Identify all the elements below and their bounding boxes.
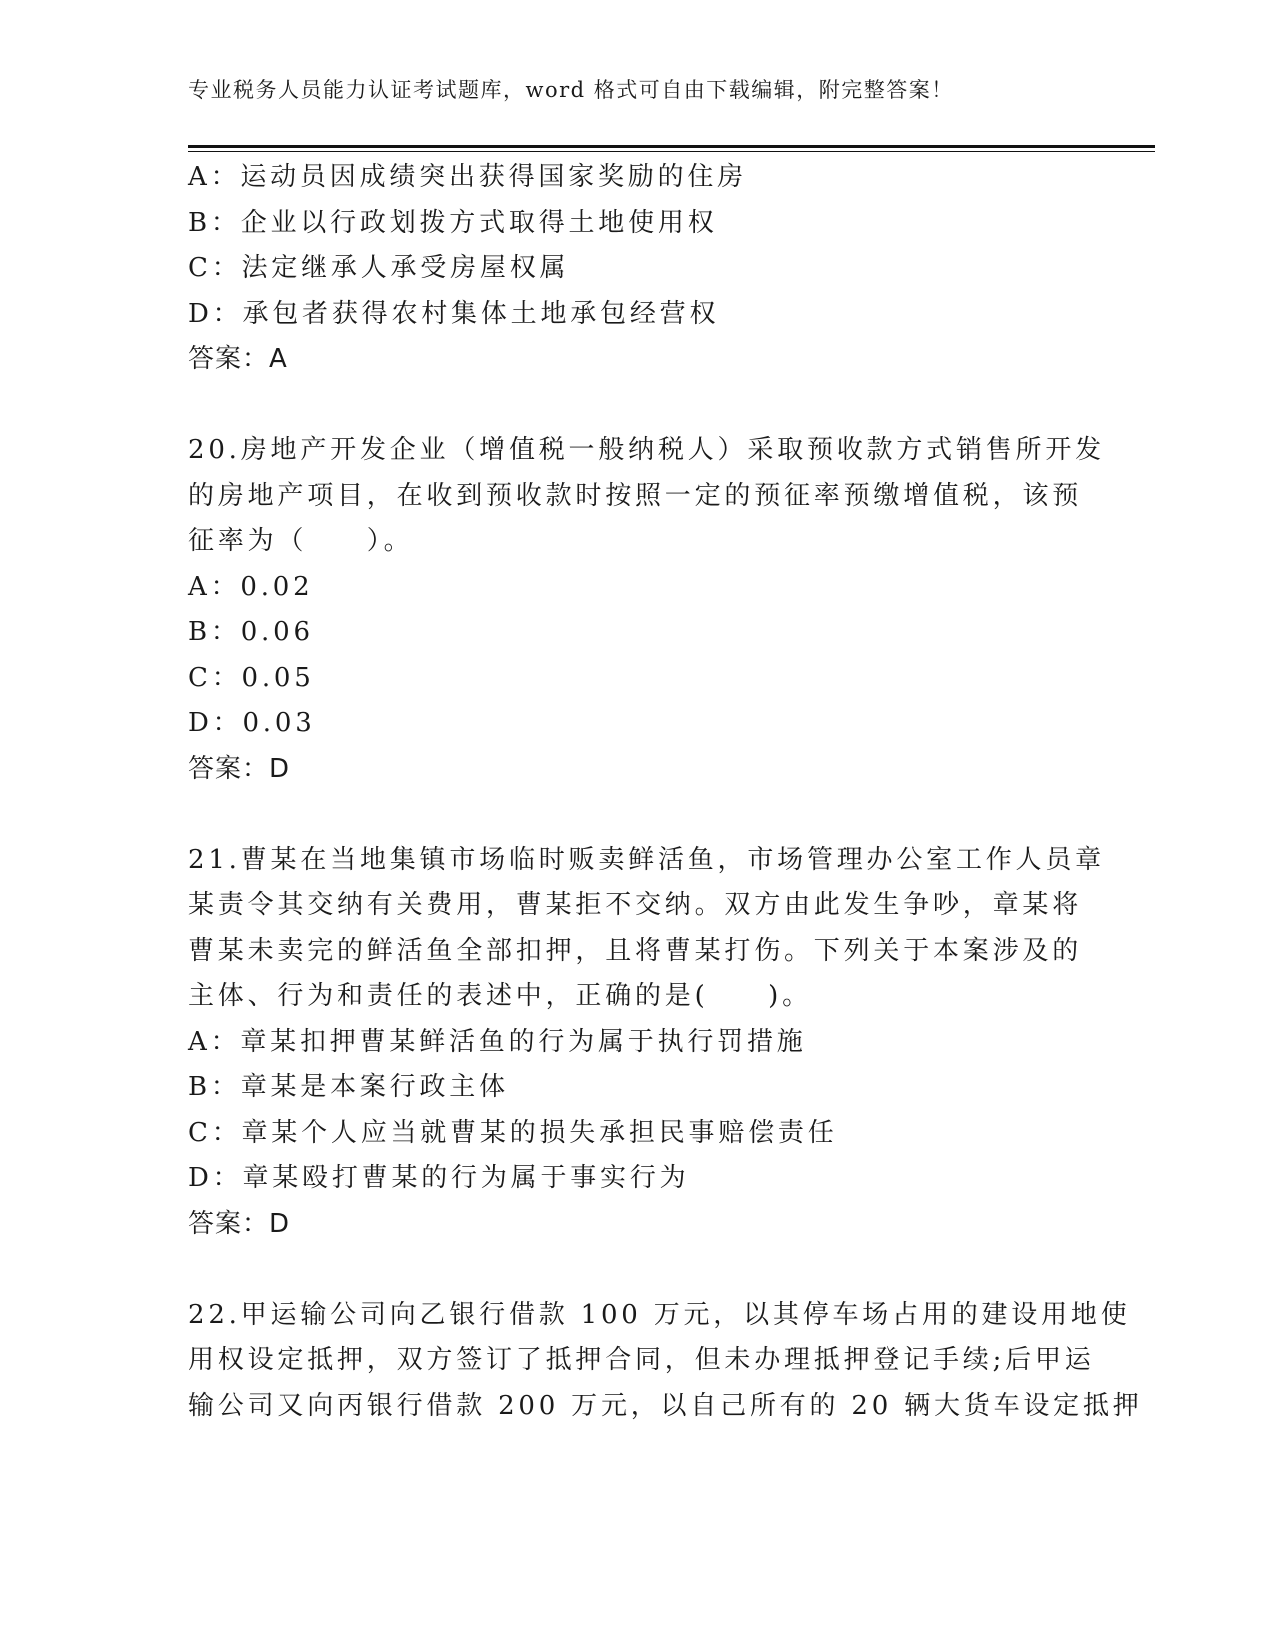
option-a: A：0.02 (188, 571, 314, 602)
option-d: D：承包者获得农村集体土地承包经营权 (188, 298, 720, 329)
option-d: D：章某殴打曹某的行为属于事实行为 (188, 1163, 690, 1193)
option-d: D：0.03 (188, 708, 316, 738)
question-stem-line: 用权设定抵押，双方签订了抵押合同，但未办理抵押登记手续;后甲运 (188, 1345, 1095, 1375)
question-stem-line: 输公司又向丙银行借款 200 万元，以自己所有的 20 辆大货车设定抵押 (188, 1390, 1143, 1421)
question-22 (188, 1293, 1143, 1430)
page-header: 专业税务人员能力认证考试题库，word 格式可自由下载编辑，附完整答案！ (188, 78, 954, 102)
question-stem-line: 曹某未卖完的鲜活鱼全部扣押，且将曹某打伤。下列关于本案涉及的 (188, 935, 1083, 966)
option-b: B：企业以行政划拨方式取得土地使用权 (188, 207, 718, 238)
question-19 (188, 155, 1088, 383)
option-b: B：0.06 (188, 617, 314, 647)
answer: 答案：D (188, 1208, 291, 1239)
question-content (188, 155, 1143, 1429)
option-c: C：0.05 (188, 662, 315, 693)
question-21 (188, 838, 1105, 1248)
question-stem-line: 主体、行为和责任的表述中，正确的是( )。 (188, 981, 812, 1011)
question-stem-line: 某责令其交纳有关费用，曹某拒不交纳。双方由此发生争吵，章某将 (188, 890, 1083, 920)
question-stem-line: 22.甲运输公司向乙银行借款 100 万元，以其停车场占用的建设用地使 (188, 1299, 1131, 1330)
header-rule-thin (188, 151, 1155, 152)
header-rule-thick (188, 145, 1155, 148)
answer: 答案：D (188, 753, 291, 784)
option-a: A：运动员因成绩突出获得国家奖励的住房 (188, 162, 747, 192)
question-stem-line: 征率为（ ）。 (188, 526, 414, 556)
option-b: B：章某是本案行政主体 (188, 1072, 509, 1102)
question-20 (188, 428, 1105, 792)
question-stem-line: 20.房地产开发企业（增值税一般纳税人）采取预收款方式销售所开发 (188, 435, 1105, 465)
option-a: A：章某扣押曹某鲜活鱼的行为属于执行罚措施 (188, 1026, 807, 1057)
option-c: C：法定继承人承受房屋权属 (188, 253, 570, 283)
answer: 答案：A (188, 344, 288, 374)
question-stem-line: 21.曹某在当地集镇市场临时贩卖鲜活鱼，市场管理办公室工作人员章 (188, 844, 1105, 875)
question-stem-line: 的房地产项目，在收到预收款时按照一定的预征率预缴增值税，该预 (188, 480, 1083, 511)
option-c: C：章某个人应当就曹某的损失承担民事赔偿责任 (188, 1117, 838, 1148)
